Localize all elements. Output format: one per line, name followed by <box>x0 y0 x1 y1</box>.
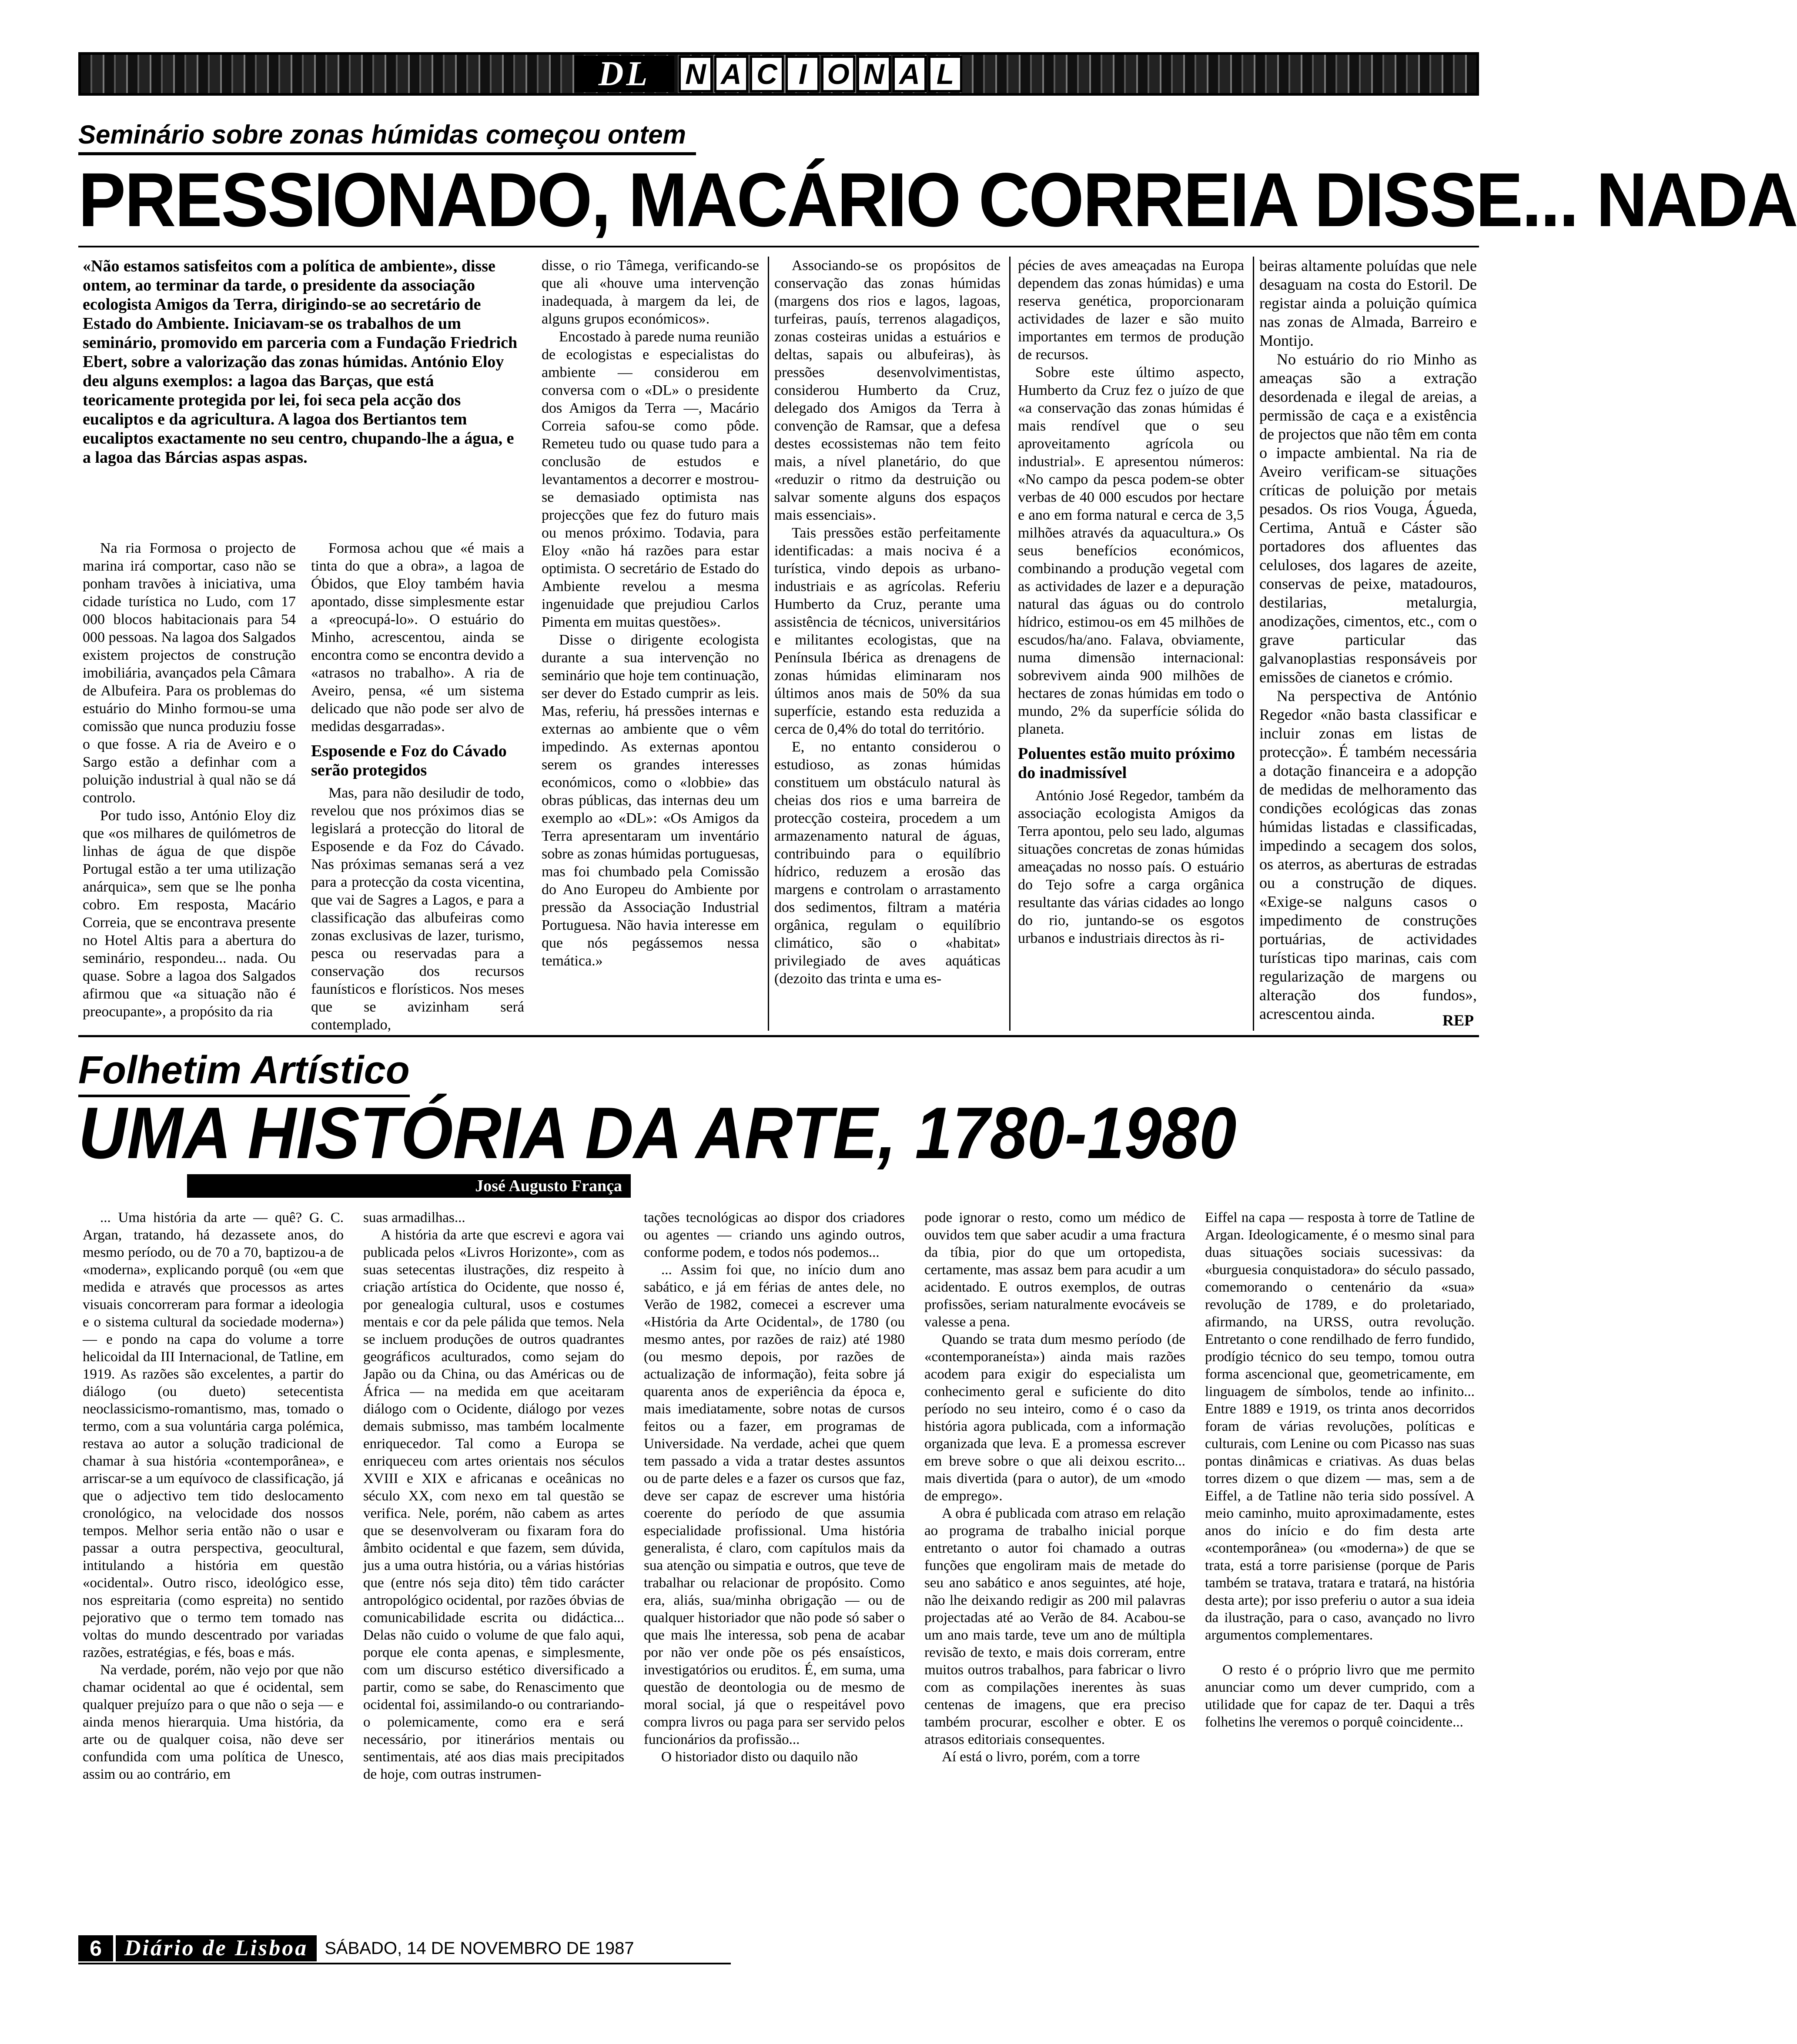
article-kicker: Seminário sobre zonas húmidas começou ontem <box>78 120 696 155</box>
paragraph: O historiador disto ou daquilo não <box>661 1749 858 1765</box>
paragraph: Eiffel na capa — resposta à torre de Tatline de Argan. Ideologicamente, é o mesmo sinal para duas situações sociais sucessivas: da «burguesia conquistadora» do século passado, comemorando o centenário da «sua» revolução de 1789, e do proletariado, afirmando, na URSS, outra revolução. Entretanto o cone rendilhado de ferro fundido, prodígio técnico do seu tempo, tomou outra forma ascencional que, geometricamente, em linguagem de símbolos, tende ao infinito... Entre 1889 e 1919, os trinta anos decorridos foram de várias revoluções, políticas e culturais, com Lenine ou com Picasso nas suas pontas dinâmicas e criativas. As duas belas torres dizem o que dizem — mas, sem a de Eiffel, a de Tatline não teria sido possível. A meio caminho, muito aproximadamente, estes anos do início e do fim desta arte «contemporânea» (ou «moderna») de que se trata, está a torre parisiense (porque de Paris também se tratava, tratara e tratará, na história desta arte); por isso preferiu o autor a sua ideia da ilustração, para o caso, avançado no livro argumentos complementares. <box>1205 1210 1475 1643</box>
paragraph: Aí está o livro, porém, com a torre <box>942 1749 1140 1765</box>
paragraph: Sobre este último aspecto, Humberto da Cruz fez o juízo de que «a conservação das zonas húmidas é mais rendível que o seu aproveitamento agrícola ou industrial». E apresentou números: «No campo da pesca podem-se obter verbas de 40 000 escudos por hectare e ano em forma natural e cerca de 3,5 milhões através da aquacultura.» Os seus benefícios económicos, combinando a produção vegetal com as actividades de lazer e a depuração natural das águas ou do controlo hídrico, estimou-os em 45 milhões de escudos/ha/ano. Falava, obviamente, numa dimensão internacional: sobrevivem ainda 900 milhões de hectares de zonas húmidas em todo o mundo, 2% da superfície sólida do planeta. <box>1018 364 1244 737</box>
section-name <box>679 56 962 92</box>
paragraph: O resto é o próprio livro que me permito anunciar como um dever cumprido, com a utilidade que for capaz de ter. Daqui a três folhetins lhe veremos o porquê coincidente... <box>1205 1662 1475 1730</box>
article-headline: PRESSIONADO, MACÁRIO CORREIA DISSE... NADA <box>78 157 1797 243</box>
paragraph: Na ria Formosa o projecto de marina irá comportar, caso não se ponham travões à iniciativa, uma cidade turística no Ludo, com 17 000 blocos habitacionais para 54 000 pessoas. Na lagoa dos Salgados existem projectos de construção imobiliária, avançados pela Câmara de Albufeira. Para os problemas do estuário do Minho formou-se uma comissão que nunca produziu fosse o que fosse. A ria de Aveiro e o Sargo estão a definhar com a poluição industrial à qual não se dá controlo. <box>83 540 296 806</box>
lead-paragraph: «Não estamos satisfeitos com a política de ambiente», disse ontem, ao terminar da tarde, o presidente da associação ecologista Amigos da Terra, dirigindo-se ao secretário de Estado do Ambiente. Iniciavam-se os trabalhos de um seminário, promovido em parceria com a Fundação Friedrich Ebert, sobre a valorização das zonas húmidas. António Eloy deu alguns exemplos: a lagoa das Barças, que está teoricamente protegida por lei, foi seca pela acção dos eucaliptos e da agricultura. A lagoa dos Bertiantos tem eucaliptos exactamente no seu centro, chupando-lhe a água, e a lagoa das Bárcias aspas aspas. <box>83 257 518 467</box>
article-kicker: Folhetim Artístico <box>78 1048 410 1097</box>
paragraph: Tais pressões estão perfeitamente identificadas: a mais nociva é a turística, vindo depois as urbano-industriais e as agrícolas. Referiu Humberto da Cruz, perante uma assistência de técnicos, universitários e militantes ecologistas, que na Península Ibérica as drenagens de zonas húmidas eliminaram nos últimos anos mais de 50% da sua superfície, estando esta reduzida a cerca de 0,4% do total do território. <box>774 525 1001 737</box>
page-number: 6 <box>78 1935 113 1961</box>
paragraph: Na verdade, porém, não vejo por que não chamar ocidental ao que é ocidental, sem qualquer prejuízo para o que não o seja — e ainda menos hierarquia. Uma história, da arte ou de qualquer coisa, não deve ser confundida com uma política de Unesco, assim ou ao contrário, em <box>83 1662 344 1782</box>
paragraph: Disse o dirigente ecologista durante a sua intervenção no seminário que hoje tem continuação, ser dever do Estado cumprir as leis. Mas, referiu, há pressões internas e externas ao ambiente que o vêm impedindo. As externas apontou serem os grandes interesses económicos, como o «lobbie» das obras públicas, das internas deu um exemplo ao «DL»: «Os Amigos da Terra apresentaram um inventário sobre as zonas húmidas portuguesas, mas foi chumbado pela Comissão do Ano Europeu do Ambiente por pressão da Associação Industrial Portuguesa. Não havia interesse em que nós pegássemos nessa temática.» <box>542 632 759 969</box>
byline-bar <box>187 1174 631 1198</box>
section-letter: O <box>821 56 855 92</box>
page-footer <box>78 1935 634 1961</box>
article-column <box>1018 257 1244 1031</box>
divider <box>78 1963 731 1964</box>
paragraph: Quando se trata dum mesmo período (de «contemporaneísta») ainda mais razões acodem para exigir do especialista um conhecimento geral e suficiente do dito período no seu inteiro, como é o caso da história agora publicada, com a informação organizada que leva. E a promessa escrever em breve sobre o que ali deixou escrito... mais divertida (para o autor), de um «modo de emprego». <box>924 1332 1185 1504</box>
article-column <box>1205 1209 1475 1922</box>
section-letter: N <box>679 56 713 92</box>
paragraph: ... Uma história da arte — quê? G. C. Argan, tratando, há dezassete anos, do mesmo período, ou de 70 a 70, baptizou-a de «moderna», explicando porquê (ou «em que medida e através que processos as artes visuais concorreram para formar a ideologia e o sistema cultural da sociedade moderna») — e pondo na capa do volume a torre helicoidal da III Internacional, de Tatline, em 1919. As razões são excelentes, a partir do diálogo (ou dueto) setecentista neoclassicismo-romantismo, mas, tomado o termo, com a sua voluntária carga polémica, restava ao autor a solução tradicional de chamar à sua história «contemporânea», e arriscar-se a um equívoco de classificação, já que o adjectivo tem tido deslocamento cronológico, na velocidade dos nossos tempos. Melhor seria então não o usar e passar a outra perspectiva, geocultural, intitulando a história em questão «ocidental». Outro risco, ideológico esse, nos espreitaria (como espreita) no sentido pejorativo que o termo tem tomado nas voltas do mundo descentrado por variadas razões, estratégias, e fés, boas e más. <box>83 1210 344 1660</box>
section-letter: A <box>714 56 748 92</box>
paragraph: Formosa achou que «é mais a tinta do que a obra», a lagoa de Óbidos, que Eloy também havia apontado, disse simplesmente estar a «preocupá-lo». O estuário do Minho, acrescentou, ainda se encontra como se encontra devido a «atrasos no trabalho». A ria de Aveiro, pensa, «é um sistema delicado que não pode ser alvo de medidas desgarradas». <box>311 540 524 735</box>
paragraph: Mas, para não desiludir de todo, revelou que nos próximos dias se legislará a protecção do litoral de Esposende e da Foz do Cávado. Nas próximas semanas será a vez para a protecção da costa vicentina, que vai de Sagres a Lagos, e para a classificação das albufeiras como zonas exclusivas de lazer, turismo, pesca ou reservadas para a conservação dos recursos faunísticos e florísticos. Nos meses que se avizinham será contemplado, <box>311 785 524 1033</box>
divider <box>78 246 1479 247</box>
paragraph: Encostado à parede numa reunião de ecologistas e especialistas do ambiente — considerou em conversa com o «DL» o presidente dos Amigos da Terra —, Macário Correia safou-se como pôde. Remeteu tudo ou quase tudo para a conclusão de estudos e levantamentos a decorrer e mostrou-se demasiado optimista nas projecções que fez do futuro mais ou menos próximo. Todavia, para Eloy «não há razões para estar optimista. O secretário de Estado do Ambiente revelou a mesma ingenuidade que prejudiou Carlos Pimenta em muitas questões». <box>542 329 759 630</box>
byline: José Augusto França <box>475 1177 622 1195</box>
article-column <box>774 257 1001 1031</box>
section-letter: N <box>857 56 891 92</box>
section-letter: I <box>786 56 820 92</box>
section-letter: L <box>928 56 962 92</box>
newspaper-name: Diário de Lisboa <box>116 1935 317 1961</box>
paragraph: No estuário do rio Minho as ameaças são a extração desordenada e ilegal de areias, a permissão de caça e a existência de projectos que não têm em conta o impacte ambiental. Na ria de Aveiro verificam-se situações críticas de poluição por metais pesados. Os rios Vouga, Águeda, Certima, Antuã e Cáster são portadores dos afluentes das celuloses, dos lagares de azeite, conservas de peixe, matadouros, destilarias, metalurgia, anodizações, cimentos, etc., com o grave particular das galvanoplastias responsáveis por emissões de cianetos e crómio. <box>1259 351 1477 686</box>
paragraph: A história da arte que escrevi e agora vai publicada pelos «Livros Horizonte», com as suas setecentas ilustrações, diz respeito à criação artística do Ocidente, que nosso é, por genealogia cultural, usos e costumes mentais e cor da pele pálida que temos. Nela se incluem produções de outros quadrantes geográficos aculturados, como sejam do Japão ou da China, ou das Américas ou de África — na medida em que aceitaram diálogo com o Ocidente, diálogo por vezes demais submisso, mas também localmente enriquecedor. Tal como a Europa se enriqueceu com artes orientais nos séculos XVIII e XIX e africanas e oceânicas no século XX, com nexo em tal questão se verifica. Nele, porém, não cabem as artes que se desenvolveram ou fixaram fora do âmbito ocidental e que fazem, sem dúvida, jus a uma outra história, ou a várias histórias que (entre nós seja dito) têm tido carácter antropológico ocidental, por razões óbvias de comunicabilidade escrita ou didáctica... Delas não cuido o volume de que falo aqui, porque ele conta apenas, e simplesmente, com um discurso estético diversificado a partir, como se sabe, do Renascimento que ocidental foi, assimilando-o ou contrariando-o polemicamente, como era e será necessário, por itinerários mentais ou sentimentais, até aos dias mais precipitados de hoje, com outras instrumen- <box>363 1227 624 1782</box>
section-letter: C <box>750 56 784 92</box>
article-column <box>83 1209 344 1922</box>
divider <box>78 1035 1479 1037</box>
paragraph: Na perspectiva de António Regedor «não basta classificar e incluir zonas em listas de protecção». É também necessária a dotação financeira e a adopção de medidas de melhoramento das condições ecológicas das zonas húmidas listadas e classificadas, impedindo a secagem dos solos, os aterros, as aberturas de estradas ou a construção de diques. «Exige-se nalguns casos o impedimento de construções portuárias, de actividades turísticas tipo marinas, cais com regularização de margens ou alteração dos fundos», acrescentou ainda. <box>1259 687 1477 1022</box>
paragraph: A obra é publicada com atraso em relação ao programa de trabalho inicial porque entretanto o autor foi chamado a outras funções que engoliram mais de metade do seu ano sabático e anos seguintes, até hoje, não lhe deixando redigir as 200 mil palavras projectadas até ao Verão de 84. Acabou-se um ano mais tarde, teve um ano de múltipla revisão de texto, e mais dois correram, entre muitos outros trabalhos, para fabricar o livro com as compilações inerentes às suas centenas de imagens, que era preciso também procurar, escolher e obter. E os atrasos editoriais consequentes. <box>924 1506 1185 1747</box>
paragraph: pécies de aves ameaçadas na Europa dependem das zonas húmidas) e uma reserva genética, proporcionaram actividades de lazer e são muito importantes em termos de produção de recursos. <box>1018 257 1244 363</box>
paragraph: suas armadilhas... <box>363 1210 465 1226</box>
column-rule <box>768 257 769 1031</box>
column-rule <box>1253 257 1254 1031</box>
paragraph: beiras altamente poluídas que nele desaguam na costa do Estoril. De registar ainda a poluição química nas zonas de Almada, Barreiro e Montijo. <box>1259 257 1477 349</box>
paragraph: tações tecnológicas ao dispor dos criadores ou agentes — criando uns agindo outros, conforme podem, e todos nós podemos... <box>644 1210 905 1260</box>
paragraph: ... Assim foi que, no início dum ano sabático, e já em férias de antes dele, no Verão de 1982, comecei a escrever uma «História da Arte Ocidental», de 1780 (ou mesmo antes, por razões de raiz) até 1980 (ou mesmo depois, por razões de actualização de informação), feita sobre já quarenta anos de experiência da época e, mais imediatamente, sobre notas de cursos feitos ou a fazer, em programas de Universidade. Na verdade, achei que quem tem passado a vida a tratar destes assuntos ou de parte deles e a fazer os cursos que faz, deve ser capaz de escrever uma história coerente do período de que assumia especialidade profissional. Uma história generalista, é claro, com capítulos mais da sua atenção ou simpatia e outros, que teve de trabalhar ou relacionar de propósito. Como era, aliás, sua/minha obrigação — ou de qualquer historiador que não pode só saber o que mais lhe interessa, sob pena de acabar por não ver onde põe os pés ensaísticos, investigatórios ou eruditos. É, em suma, uma questão de deontologia ou de mesmo de moral social, já que o respeitável povo compra livros ou paga para ser servido pelos funcionários da profissão... <box>644 1262 905 1747</box>
article-column <box>363 1209 624 1922</box>
subheading: Esposende e Foz do Cávado serão protegidos <box>311 742 507 779</box>
article-column <box>542 257 759 1031</box>
article-lead <box>83 257 518 535</box>
article-column <box>644 1209 905 1922</box>
author-signature: REP <box>1442 1012 1474 1029</box>
paragraph: disse, o rio Tâmega, verificando-se que ali «houve uma intervenção inadequada, à margem da lei, de alguns grupos económicos». <box>542 257 759 327</box>
column-rule <box>1009 257 1011 1031</box>
newspaper-logo: DL <box>574 56 674 92</box>
paragraph: António José Regedor, também da associação ecologista Amigos da Terra apontou, pelo seu lado, algumas situações concretas de zonas húmidas ameaçadas no nosso país. O estuário do Tejo sofre a carga orgânica resultante das várias cidades ao longo do rio, juntando-se os esgotos urbanos e industriais directos às ri- <box>1018 788 1244 946</box>
paragraph: E, no entanto considerou o estudioso, as zonas húmidas constituem um obstáculo natural às cheias dos rios e uma barreira de protecção costeira, procedem a um armazenamento natural de águas, contribuindo para o equilíbrio hídrico, reduzem a erosão das margens e controlam o arrastamento dos sedimentos, filtram a matéria orgânica, regulam o equilíbrio climático, são o «habitat» privilegiado de aves aquáticas (dezoito das trinta e uma es- <box>774 739 1001 987</box>
paragraph: Associando-se os propósitos de conservação das zonas húmidas (margens dos rios e lagos, lagoas, turfeiras, pauís, terrenos alagadiços, zonas costeiras unidas a estuários e deltas, sapais ou albufeiras), às pressões desenvolvimentistas, considerou Humberto da Cruz, delegado dos Amigos da Terra à convenção de Ramsar, que a defesa destes ecossistemas não tem feito mais, a nível planetário, do que «reduzir o ritmo da destruição ou salvar somente alguns dos espaços mais essenciais». <box>774 257 1001 523</box>
issue-date: SÁBADO, 14 DE NOVEMBRO DE 1987 <box>325 1939 634 1958</box>
paragraph: Por tudo isso, António Eloy diz que «os milhares de quilómetros de linhas de água de que dispõe Portugal estão a ter uma utilização anárquica», sem que se lhe ponha cobro. Em resposta, Macário Correia, que se encontrava presente no Hotel Altis para a abertura do seminário, respondeu... nada. Ou quase. Sobre a lagoa dos Salgados afirmou que «a situação não é preocupante», a propósito da ria <box>83 808 296 1020</box>
article-column <box>83 539 296 1031</box>
article-column <box>311 539 524 1031</box>
paragraph: pode ignorar o resto, como um médico de ouvidos tem que saber acudir a uma fractura da tíbia, pior do que um ortopedista, certamente, mas assaz bem para acudir a um acidentado. E outros exemplos, de outras profissões, seriam naturalmente evocáveis se valesse a pena. <box>924 1210 1185 1330</box>
article-column <box>924 1209 1185 1922</box>
article-headline: UMA HISTÓRIA DA ARTE, 1780-1980 <box>78 1092 1237 1174</box>
section-letter: A <box>893 56 927 92</box>
subheading: Poluentes estão muito próximo do inadmissível <box>1018 745 1235 782</box>
